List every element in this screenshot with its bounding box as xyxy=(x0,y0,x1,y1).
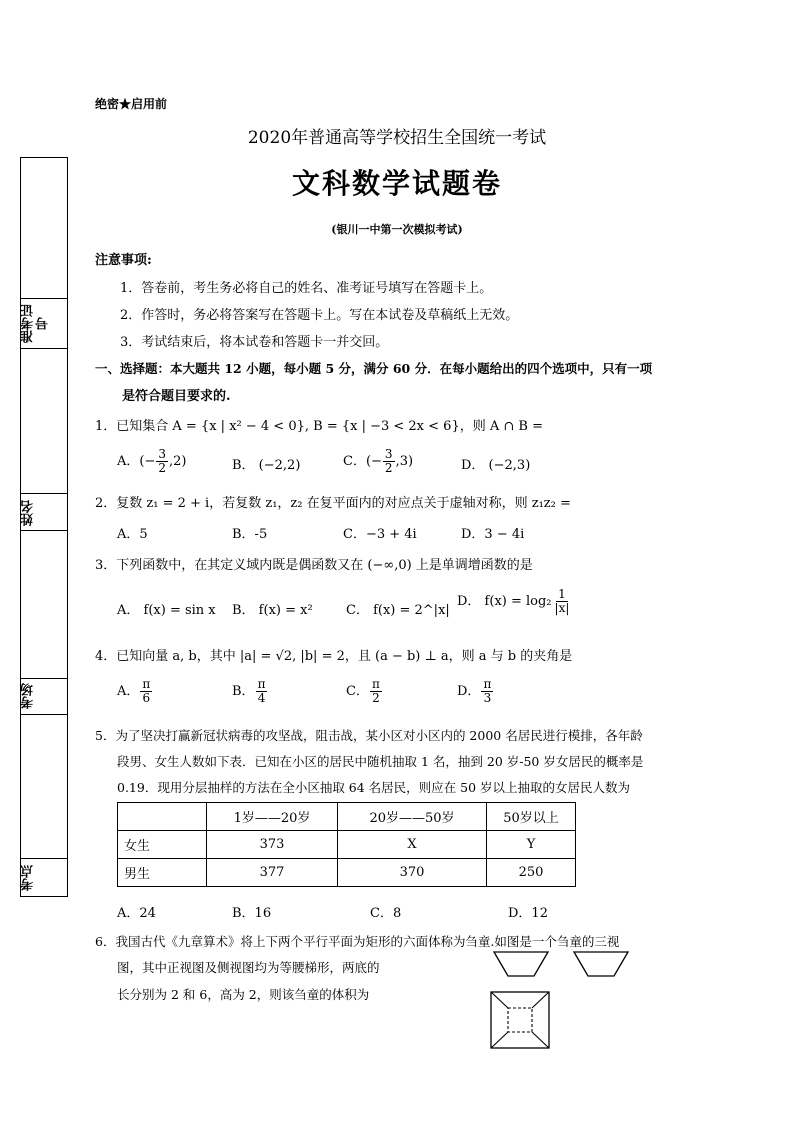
q1-option-d: D． (−2,3) xyxy=(461,458,531,473)
q2-stem: 2．复数 z₁ = 2 + i，若复数 z₁，z₂ 在复平面内的对应点关于虚轴对称，则 z₁z₂ = xyxy=(95,496,571,511)
q6-stem-line3: 长分别为 2 和 6，高为 2，则该刍童的体积为 xyxy=(117,987,370,1002)
q5-option-d: D．12 xyxy=(508,906,548,921)
strip-divider xyxy=(21,493,67,494)
q5-option-a: A．24 xyxy=(117,906,156,921)
strip-divider xyxy=(21,858,67,859)
table-header-row xyxy=(118,803,576,831)
table-header-cell: 20岁——50岁 xyxy=(338,803,487,831)
table-header-cell xyxy=(118,803,207,831)
q3-option-d: D． f(x) = log₂ $\frac{1}{|x|}$ xyxy=(457,587,570,615)
table-cell: X xyxy=(338,831,487,859)
table-cell: 373 xyxy=(207,831,338,859)
notes-heading: 注意事项: xyxy=(95,253,152,268)
secret-label: 绝密★启用前 xyxy=(95,97,168,111)
q2-option-b: B．-5 xyxy=(232,527,268,542)
population-table xyxy=(117,802,576,887)
note-item: 2．作答时，务必将答案写在答题卡上。写在本试卷及草稿纸上无效。 xyxy=(120,308,519,323)
q5-stem: 5．为了坚决打赢新冠状病毒的攻坚战，阻击战，某小区对小区内的 2000 名居民进行模排，各年龄 xyxy=(95,728,643,743)
binding-strip xyxy=(20,157,68,897)
q5-option-c: C．8 xyxy=(370,906,402,921)
strip-divider xyxy=(21,298,67,299)
q4-option-c: C． $\frac{\pi}{2}$ xyxy=(346,677,380,705)
top-view xyxy=(491,992,549,1048)
strip-divider xyxy=(21,678,67,679)
three-view-figure xyxy=(488,946,636,1056)
q3-option-a: A． f(x) = sin x xyxy=(117,603,216,618)
table-cell: 377 xyxy=(207,859,338,887)
table-row xyxy=(118,859,576,887)
q5-option-b: B．16 xyxy=(232,906,272,921)
note-item: 3．考试结束后，将本试卷和答题卡一并交回。 xyxy=(120,335,389,350)
section-instructions: 一、选择题：本大题共 12 小题，每小题 5 分，满分 60 分．在每小题给出的四个选项中，只有一项 xyxy=(95,361,653,376)
table-cell: 250 xyxy=(487,859,576,887)
q3-option-c: C． f(x) = 2^|x| xyxy=(346,603,450,618)
exam-title: 2020年普通高等学校招生全国统一考试 xyxy=(247,128,547,148)
table-cell: 男生 xyxy=(118,859,207,887)
table-header-cell: 1岁——20岁 xyxy=(207,803,338,831)
side-view-trapezoid xyxy=(574,952,628,976)
note-item: 1．答卷前，考生务必将自己的姓名、准考证号填写在答题卡上。 xyxy=(120,281,493,296)
paper-title: 文科数学试题卷 xyxy=(291,167,503,200)
q2-option-a: A．5 xyxy=(117,527,148,542)
q1-stem: 1．已知集合 A = {x | x² − 4 < 0}, B = {x | −3 < 2x < 6}，则 A ∩ B = xyxy=(95,419,543,434)
q1-option-b: B． (−2,2) xyxy=(232,458,301,473)
strip-label-exam-room: 考场 xyxy=(21,683,36,710)
table-row xyxy=(118,831,576,859)
strip-divider xyxy=(21,530,67,531)
table-cell: 女生 xyxy=(118,831,207,859)
q5-stem-line2: 段男、女生人数如下表．已知在小区的居民中随机抽取 1 名，抽到 20 岁-50 岁女居民的概率是 xyxy=(117,754,644,769)
q3-option-b: B． f(x) = x² xyxy=(232,603,313,618)
strip-label-name: 姓名 xyxy=(21,500,36,526)
q4-stem: 4．已知向量 a, b，其中 |a| = √2, |b| = 2，且 (a − b) ⊥ a，则 a 与 b 的夹角是 xyxy=(95,649,573,664)
q1-option-a: A．(− $\frac{3}{2}$ ,2) xyxy=(117,447,187,475)
strip-divider xyxy=(21,714,67,715)
q3-stem: 3．下列函数中，在其定义域内既是偶函数又在 (−∞,0) 上是单调增函数的是 xyxy=(95,558,533,573)
q6-stem-line2: 图，其中正视图及侧视图均为等腰梯形，两底的 xyxy=(117,960,380,975)
table-header-cell: 50岁以上 xyxy=(487,803,576,831)
strip-divider xyxy=(21,348,67,349)
q2-option-d: D．3 − 4i xyxy=(461,527,525,542)
strip-label-candidate-number: 准考证号 xyxy=(21,304,51,344)
table-cell: Y xyxy=(487,831,576,859)
q1-option-c: C．(− $\frac{3}{2}$ ,3) xyxy=(343,447,414,475)
q2-option-c: C．−3 + 4i xyxy=(343,527,417,542)
q6-stem: 6．我国古代《九章算术》将上下两个平行平面为矩形的六面体称为刍童.如图是一个刍童的三视 xyxy=(95,934,620,949)
section-instructions-cont: 是符合题目要求的. xyxy=(122,389,231,404)
q5-stem-line3: 0.19．现用分层抽样的方法在全小区抽取 64 名居民，则应在 50 岁以上抽取的女居民人数为 xyxy=(117,780,631,795)
paper-subtitle: (银川一中第一次模拟考试) xyxy=(331,223,463,236)
q4-option-b: B． $\frac{\pi}{4}$ xyxy=(232,677,266,705)
table-cell: 370 xyxy=(338,859,487,887)
strip-label-exam-site: 考点 xyxy=(21,865,36,891)
front-view-trapezoid xyxy=(494,952,548,976)
q4-option-d: D． $\frac{\pi}{3}$ xyxy=(457,677,492,705)
q4-option-a: A． $\frac{\pi}{6}$ xyxy=(117,677,151,705)
